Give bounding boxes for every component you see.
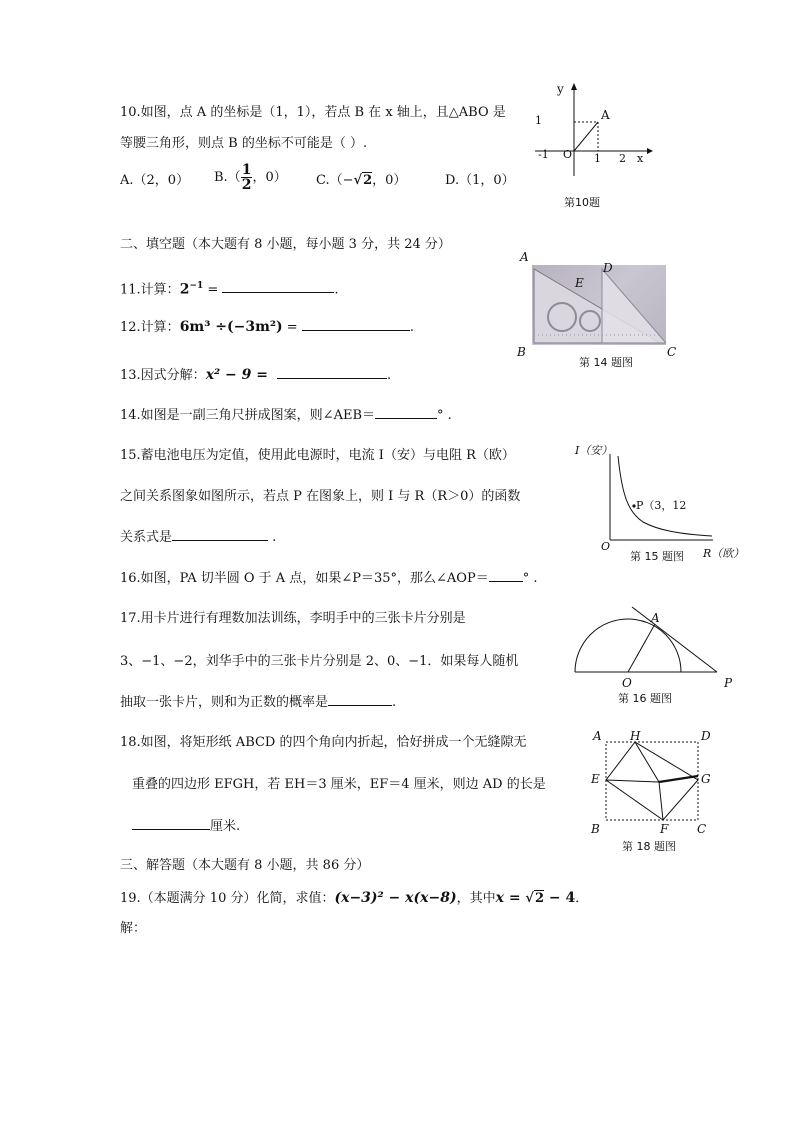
q18-fig-a: A	[593, 729, 602, 743]
q11-answer-blank[interactable]	[222, 280, 334, 293]
section2-heading: 二、填空题（本大题有 8 小题，每小题 3 分，共 24 分）	[120, 237, 451, 252]
q19-radicand: 2	[534, 891, 545, 906]
q19-suffix: ．	[575, 891, 589, 906]
q10-fig-tick-y1: 1	[535, 114, 542, 127]
q16-figure	[572, 605, 722, 677]
q18-line3	[132, 817, 240, 836]
q14-fig-e: E	[575, 276, 584, 290]
q16-suffix: ° .	[522, 571, 538, 586]
q14-fig-a: A	[520, 250, 529, 264]
segment-oa	[574, 122, 598, 151]
q18-line2: 重叠的四边形 EFGH，若 EH＝3 厘米，EF＝4 厘米，则边 AD 的长是	[132, 777, 546, 792]
q10-line2: 等腰三角形，则点 B 的坐标不可能是（ ）.	[120, 136, 368, 151]
x-axis-arrow-icon	[647, 148, 653, 154]
q17-line2: 3、−1、−2，刘华手中的三张卡片分别是 2、0、−1．如果每人随机	[120, 654, 519, 669]
q12	[120, 318, 414, 337]
section3-heading: 三、解答题（本大题有 8 小题，共 86 分）	[120, 858, 370, 873]
q14-fig-b: B	[517, 345, 526, 359]
set-square-small	[602, 269, 666, 343]
q10-fig-point-a: A	[601, 108, 610, 122]
q18-answer-blank[interactable]	[132, 817, 210, 830]
q10-fig-tick-neg1: -1	[538, 148, 549, 161]
fold-line-h	[635, 742, 659, 782]
q15-line3-text: 关系式是	[120, 530, 173, 545]
q15-line3	[120, 528, 276, 547]
fraction-denominator: 2	[241, 177, 252, 193]
q19-middle-text: ，其中	[456, 891, 496, 906]
semicircle-arc	[575, 619, 681, 672]
q19: 19.（本题满分 10 分）化简，求值：(x−3)² − x(x−8)，其中x = √2 − 4．	[120, 890, 589, 906]
q13	[120, 366, 391, 385]
q10-fig-y-label: y	[557, 82, 564, 96]
y-axis-arrow-icon	[571, 83, 577, 90]
q16-fig-p: P	[724, 676, 733, 690]
q10-figure	[525, 80, 655, 180]
q10-option-c-prefix: C.（−	[316, 173, 354, 188]
q14-suffix: ° .	[437, 408, 452, 423]
inverse-curve	[618, 456, 712, 536]
q16-answer-blank[interactable]	[489, 569, 523, 582]
q18-fig-b: B	[591, 822, 600, 836]
q10-fig-x-label: x	[637, 152, 644, 165]
q16-caption: 第 16 题图	[618, 692, 672, 705]
q16-text: 16.如图，PA 切半圆 O 于 A 点，如果∠P＝35°，那么∠AOP＝	[120, 571, 489, 586]
q10-option-b-fraction	[241, 163, 253, 192]
q18-figure	[604, 740, 700, 822]
q15-fig-origin: O	[601, 540, 611, 553]
q11-suffix: .	[334, 282, 339, 298]
q12-expression: 6m³ ÷(−3m²)	[179, 319, 283, 335]
q14-figure-photo	[532, 265, 666, 345]
q13-prefix: 13.因式分解：	[120, 368, 206, 383]
q12-prefix: 12.计算：	[120, 320, 180, 335]
q11-equals: =	[203, 282, 223, 298]
q11-exponent: −1	[189, 281, 204, 291]
q14-caption: 第 14 题图	[579, 356, 633, 369]
q16-fig-o: O	[622, 676, 632, 690]
fold-line-e	[606, 780, 659, 782]
q18-line1: 18.如图，将矩形纸 ABCD 的四个角向内折起，恰好拼成一个无缝隙无	[120, 735, 527, 750]
q15-answer-blank[interactable]	[172, 528, 268, 541]
tangent-line-pa	[632, 607, 717, 672]
q11-base: 2	[179, 281, 190, 298]
q10-option-c-radicand: 2	[363, 173, 373, 188]
q13-answer-blank[interactable]	[277, 366, 387, 379]
q14	[120, 406, 452, 425]
q19-x-equals: x =	[495, 890, 526, 906]
q10-fig-tick-x1: 1	[594, 152, 601, 165]
q11	[120, 277, 339, 299]
q19-answer-label: 解：	[120, 921, 147, 936]
q18-fig-h: H	[630, 729, 641, 743]
q12-equals: =	[282, 320, 302, 335]
q19-minus-four: − 4	[544, 890, 576, 906]
q14-fig-c: C	[667, 345, 677, 359]
q12-suffix: .	[409, 320, 414, 335]
fold-line-f	[659, 782, 663, 820]
q18-fig-e: E	[591, 772, 600, 786]
q10-fig-origin: O	[563, 148, 573, 161]
q11-prefix: 11.计算：	[120, 282, 180, 298]
q19-prefix: 19.（本题满分 10 分）化简，求值：	[120, 891, 335, 906]
q18-line3-text: 厘米.	[210, 819, 241, 834]
q17-line3	[120, 693, 396, 712]
q15-fig-xlabel: R（欧）	[703, 547, 745, 560]
q15-fig-point-label: P（3，12	[636, 499, 687, 512]
q10-option-d: D.（1，0）	[445, 173, 515, 188]
q16-fig-a: A	[651, 611, 660, 625]
q18-fig-g: G	[701, 772, 711, 786]
q18-fig-c: C	[697, 822, 707, 836]
q10-option-b-suffix: ，0）	[252, 170, 287, 185]
q18-fig-f: F	[660, 822, 669, 836]
q17-suffix: .	[392, 695, 397, 710]
q14-fig-d: D	[603, 261, 613, 275]
q10-option-b-prefix: B.（	[214, 170, 241, 185]
radius-oa	[628, 624, 655, 672]
q10-line1: 10.如图，点 A 的坐标是（1，1），若点 B 在 x 轴上，且△ABO 是	[120, 105, 506, 120]
q18-fig-d: D	[701, 729, 711, 743]
q10-fig-tick-x2: 2	[619, 152, 626, 165]
q10-caption: 第10题	[564, 196, 600, 209]
q17-line3-text: 抽取一张卡片，则和为正数的概率是	[120, 695, 329, 710]
q15-line1: 15.蓄电池电压为定值，使用此电源时，电流 I（安）与电阻 R（欧）	[120, 448, 515, 463]
q16	[120, 569, 537, 588]
q15-fig-ylabel: I（安）	[575, 444, 613, 457]
q10-option-a: A.（2，0）	[120, 173, 190, 188]
q10-option-c-suffix: ，0）	[372, 173, 407, 188]
q14-answer-blank[interactable]	[375, 406, 437, 419]
fraction-numerator: 1	[241, 162, 252, 178]
q15-suffix: .	[272, 530, 277, 545]
q18-caption: 第 18 题图	[622, 840, 676, 853]
q15-caption: 第 15 题图	[630, 550, 684, 563]
q17-answer-blank[interactable]	[328, 693, 392, 706]
fold-line-g-bold	[659, 776, 698, 782]
q12-answer-blank[interactable]	[302, 318, 410, 331]
q15-line2: 之间关系图象如图所示，若点 P 在图象上，则 I 与 R（R＞0）的函数	[120, 489, 521, 504]
q10-option-b	[214, 163, 287, 192]
q10-option-c: C.（−√2，0）	[316, 173, 407, 188]
q13-expression: x² − 9 =	[205, 367, 273, 383]
q13-suffix: .	[387, 368, 392, 383]
q14-set-squares	[532, 265, 666, 345]
q14-text: 14.如图是一副三角尺拼成图案，则∠AEB＝	[120, 408, 375, 423]
q19-expression: (x−3)² − x(x−8)	[334, 890, 457, 906]
q17-line1: 17.用卡片进行有理数加法训练，李明手中的三张卡片分别是	[120, 611, 466, 626]
